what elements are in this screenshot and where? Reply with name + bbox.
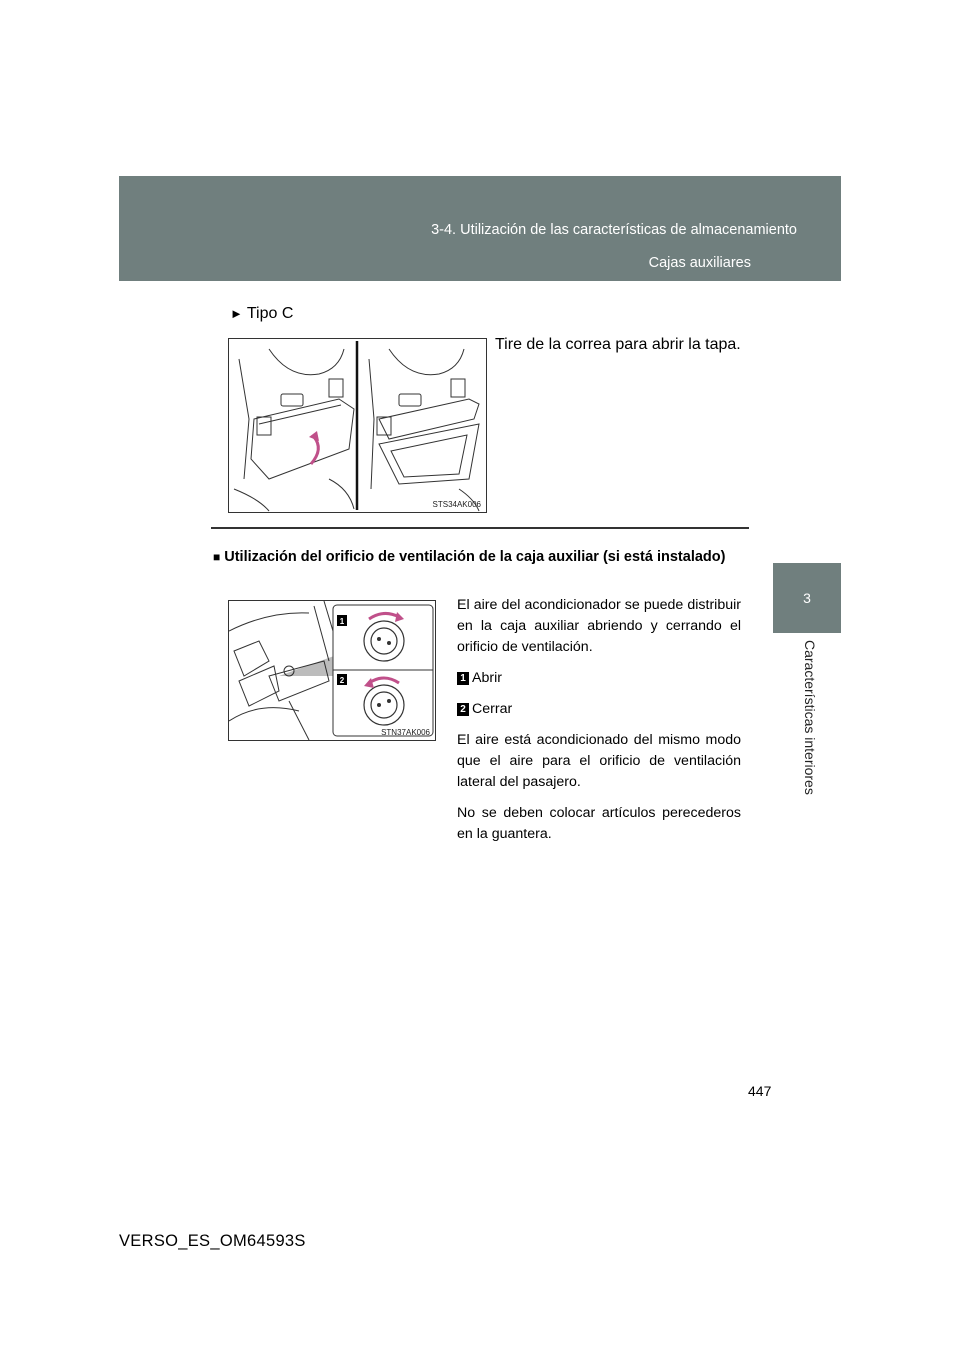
section-divider [211,527,749,529]
step-open [457,668,741,689]
step-close [457,699,741,720]
document-code: VERSO_ES_OM64593S [119,1232,306,1250]
square-bullet-icon: ■ [213,550,221,564]
section-title: 3-4. Utilización de las características de almacenamiento [431,222,797,238]
vent-intro: El aire del acondicionador se puede distribuir en la caja auxiliar abriendo y cerrando el orificio de ventilación. [457,597,741,655]
svg-text:1: 1 [339,617,345,626]
figure-code-vent: STN37AK006 [381,728,430,737]
type-c-label: Tipo C [246,305,294,322]
vent-heading-text: Utilización del orificio de ventilación de la caja auxiliar (si está instalado) [224,549,726,565]
step-number-badge: 2 [457,703,469,716]
svg-text:2: 2 [339,676,345,685]
vent-knob-illustration [229,601,435,740]
step-label: Abrir [472,670,502,686]
vent-description [457,595,741,855]
glovebox-strap-illustration [229,339,486,512]
chapter-label: Características interiores [802,640,818,795]
vent-note-2: No se deben colocar artículos perecederos en la guantera. [457,805,741,842]
type-c-heading [230,305,293,323]
subsection-title: Cajas auxiliares [648,255,751,271]
figure-code: STS34AK006 [432,500,481,509]
triangle-bullet-icon: ► [230,306,243,321]
vent-heading [213,546,743,568]
vent-note-1: El aire está acondicionado del mismo modo que el aire para el orificio de ventilación lateral del pasajero. [457,732,741,790]
page-number: 447 [748,1083,772,1099]
figure-vent [228,600,436,741]
chapter-tab: 3 [773,563,841,633]
step-label: Cerrar [472,701,513,717]
arrow-up-icon [309,431,319,441]
page-header [119,176,841,281]
step-number-badge: 1 [457,672,469,685]
type-c-instruction: Tire de la correa para abrir la tapa. [495,336,741,353]
figure-type-c [228,338,487,513]
